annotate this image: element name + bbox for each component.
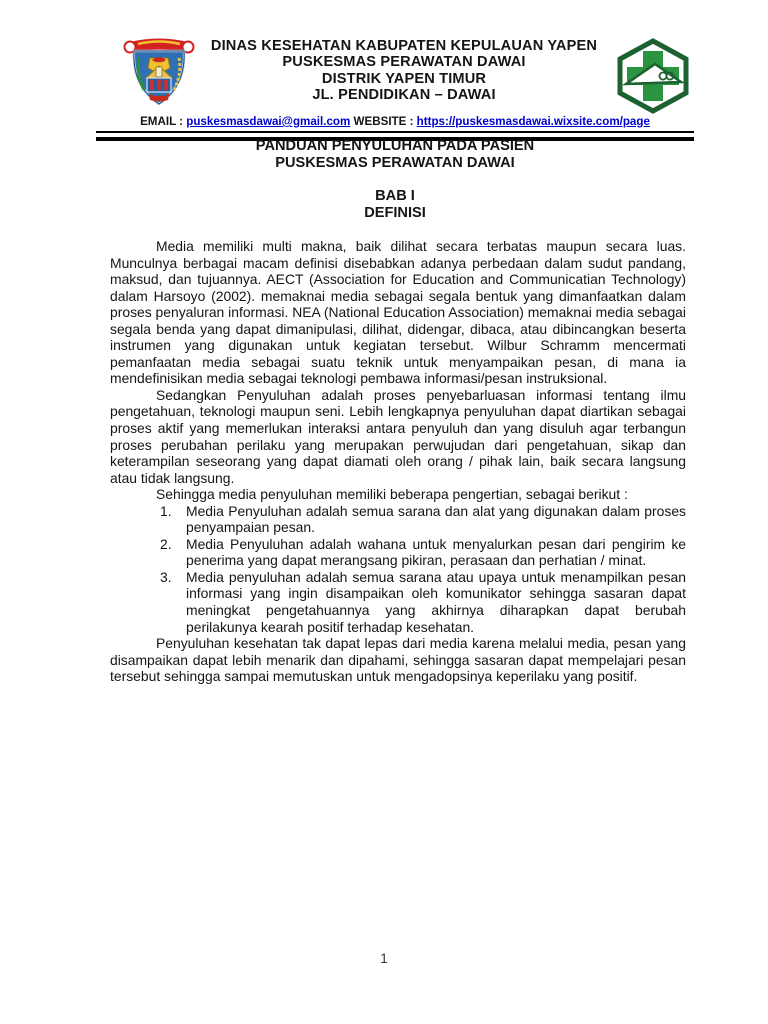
website-label: WEBSITE : — [353, 115, 414, 128]
letterhead-text — [196, 34, 612, 104]
contact-line — [96, 115, 694, 128]
chapter-number: BAB I — [375, 188, 415, 204]
list-number: 2. — [160, 535, 172, 552]
list-item — [160, 536, 686, 569]
email-label: EMAIL : — [140, 115, 184, 128]
letterhead — [96, 34, 694, 141]
paragraph: Sehingga media penyuluhan memiliki beberapa pengertian, sebagai berikut : — [156, 486, 628, 503]
email-link[interactable]: puskesmasdawai@gmail.com — [186, 115, 351, 128]
paragraph: Media memiliki multi makna, baik dilihat secara terbatas maupun secara luas. Munculnya berbagai macam definisi disebabkan adanya perbedaan dalam sudut pandang, maksud, dan tujuannya. AECT (Association for Education and Communicatian Technology) dalam Harsoyo (2002). memaknai media sebagai segala bentuk yang dimanfaatkan dalam proses penyaluran informasi. NEA (National Education Association) memaknai media sebagai segala benda yang dapat dimanipulasi, dilihat, didengar, dibaca, atau dibincangkan beserta instrumen yang digunakan untuk kegiatan tersebut. Wilbur Schramm mencermati pemanfaatan media sebagai suatu teknik untuk menyampaikan pesan, di mana ia mendefinisikan media sebagai teknologi pembawa informasi/pesan instruksional. — [110, 238, 686, 387]
list-item — [160, 569, 686, 635]
yapen-regency-crest-icon — [122, 34, 196, 114]
definition-list — [160, 503, 686, 635]
closing-paragraph: Penyuluhan kesehatan tak dapat lepas dari media karena melalui media, pesan yang disampaikan dapat lebih menarik dan dipahami, sehingga sasaran dapat mempelajari pesan tersebut sehingga sampai memutuskan untuk mengadopsinya keperilaku yang positif. — [110, 635, 686, 685]
puskesmas-green-cross-icon — [612, 38, 694, 114]
agency-name: DINAS KESEHATAN KABUPATEN KEPULAUAN YAPEN — [210, 38, 598, 54]
address-line: JL. PENDIDIKAN – DAWAI — [312, 87, 496, 104]
page-number: 1 — [380, 951, 388, 966]
list-text: Media penyuluhan adalah semua sarana atau upaya untuk menampilkan pesan informasi yang ingin disampaikan oleh komunikator sehingga sasaran dapat meningkat pengetahuannya yang akhirnya diharapkan dapat berubah perilakunya kearah positif terhadap kesehatan. — [186, 568, 686, 635]
title-block — [96, 138, 694, 222]
paragraph: Sedangkan Penyuluhan adalah proses penyebarluasan informasi tentang ilmu pengetahuan, teknologi maupun seni. Lebih lengkapnya penyuluhan dapat diartikan sebagai proses aktif yang memerlukan interaksi antara penyuluh dan yang disuluh agar terbangun proses perubahan perilaku yang merupakan perwujudan dari pengetahuan, sikap dan keterampilan seseorang yang dapat diamati oleh orang / pihak lain, baik secara langsung atau tidak langsung. — [110, 386, 686, 486]
list-number: 3. — [160, 568, 172, 585]
district-name: DISTRIK YAPEN TIMUR — [321, 70, 487, 87]
list-text: Media Penyuluhan adalah wahana untuk menyalurkan pesan dari pengirim ke penerima yang dapat merangsang pikiran, perasaan dan perhatian / minat. — [186, 535, 686, 569]
puskesmas-name: PUSKESMAS PERAWATAN DAWAI — [282, 54, 526, 71]
document-title: PANDUAN PENYULUHAN PADA PASIEN — [255, 138, 535, 154]
website-link[interactable]: https://puskesmasdawai.wixsite.com/page — [416, 115, 650, 128]
document-body — [110, 238, 686, 685]
list-text: Media Penyuluhan adalah semua sarana dan alat yang digunakan dalam proses penyampaian pesan. — [186, 502, 686, 536]
document-subtitle: PUSKESMAS PERAWATAN DAWAI — [275, 155, 515, 171]
list-number: 1. — [160, 502, 172, 519]
chapter-title: DEFINISI — [364, 205, 426, 221]
list-item — [160, 503, 686, 536]
